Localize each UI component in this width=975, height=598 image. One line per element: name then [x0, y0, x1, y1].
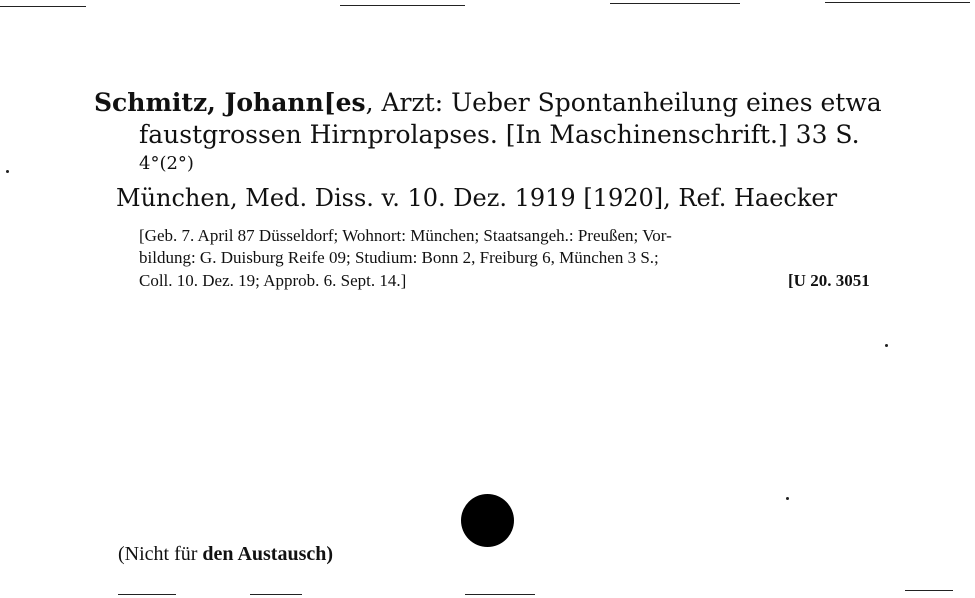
- bottom-rule: [465, 594, 535, 595]
- format: 4°(2°): [139, 153, 194, 174]
- title-line-2: faustgrossen Hirnprolapses. [In Maschinenschrift.] 33 S.: [139, 120, 860, 149]
- top-rule: [0, 6, 86, 7]
- title-line-1: , Arzt: Ueber Spontanheilung eines etwa: [365, 88, 882, 117]
- footer-note: [118, 543, 333, 566]
- dissertation-line: München, Med. Diss. v. 10. Dez. 1919 [1920], Ref. Haecker: [116, 184, 838, 212]
- speck: [6, 170, 9, 173]
- footer-bold: den Austausch): [202, 543, 334, 565]
- bottom-rule: [250, 594, 302, 595]
- catalog-number: [U 20. 3051: [788, 271, 870, 290]
- top-rule: [340, 5, 465, 6]
- punch-hole: [461, 494, 514, 547]
- top-rule: [610, 3, 740, 4]
- entry-heading: [94, 88, 882, 117]
- footer-prefix: (Nicht für: [118, 543, 203, 565]
- author-suffix: [es: [323, 88, 366, 117]
- author-name: Schmitz, Johann: [94, 88, 324, 117]
- bottom-rule: [118, 594, 176, 595]
- top-rule: [825, 2, 970, 3]
- bio-line-2: bildung: G. Duisburg Reife 09; Studium: Bonn 2, Freiburg 6, München 3 S.;: [139, 248, 659, 267]
- speck: [885, 344, 888, 347]
- speck: [786, 497, 789, 500]
- bio-line-1: [Geb. 7. April 87 Düsseldorf; Wohnort: München; Staatsangeh.: Preußen; Vor-: [139, 226, 672, 245]
- bio-line-3: Coll. 10. Dez. 19; Approb. 6. Sept. 14.]: [139, 271, 407, 290]
- bottom-rule: [905, 590, 953, 591]
